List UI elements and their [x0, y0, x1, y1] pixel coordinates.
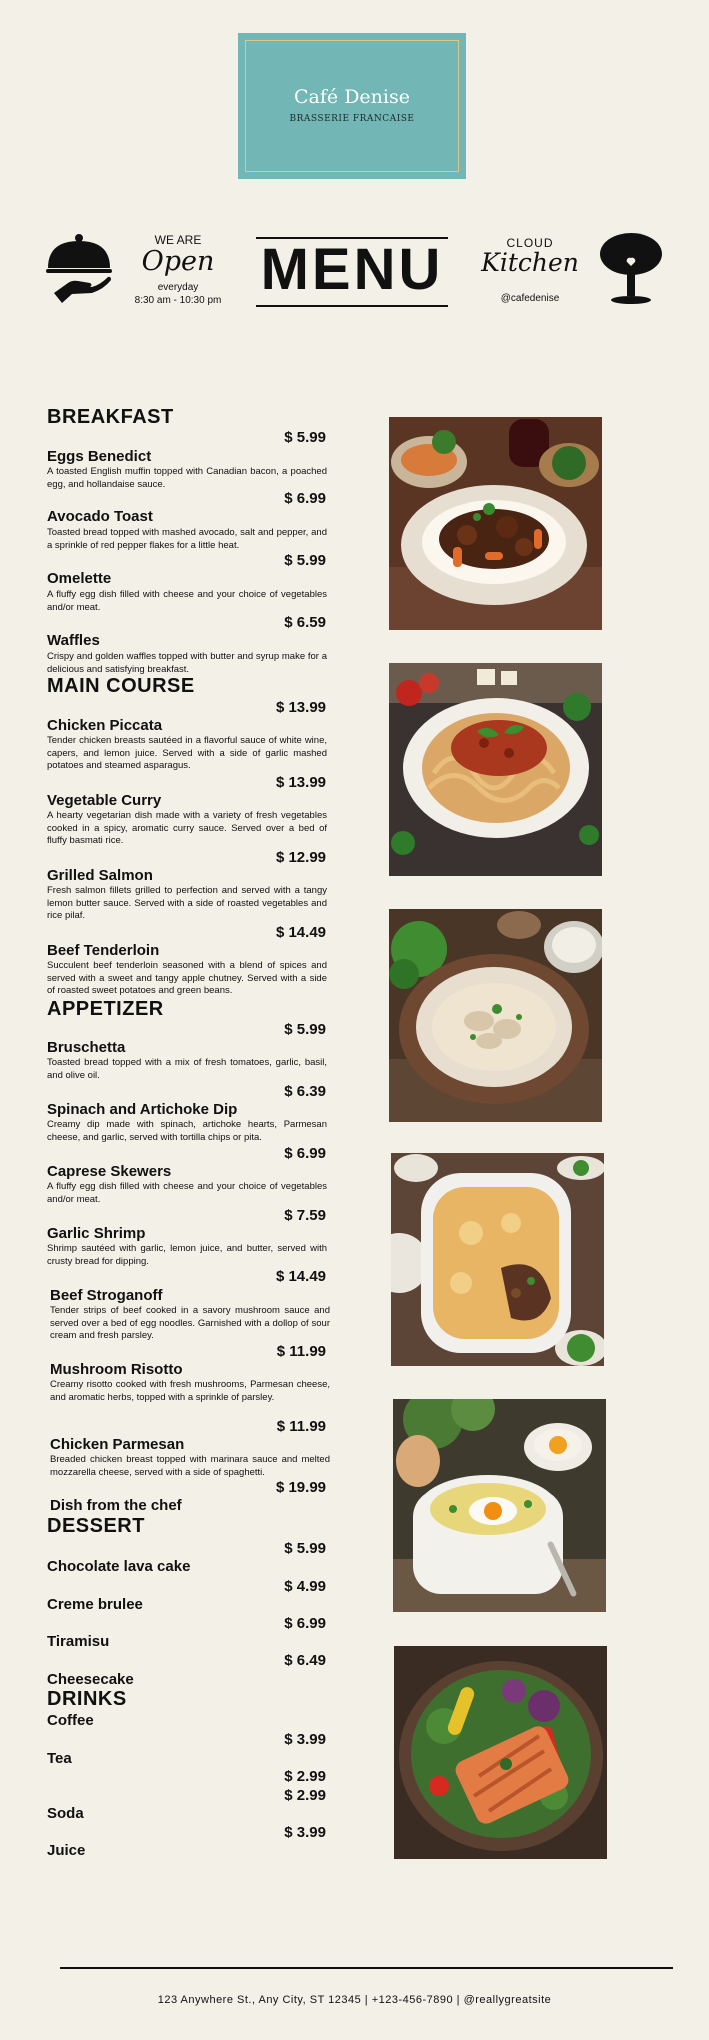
spaghetti-bolognese-photo — [389, 663, 602, 876]
item-price: $ 2.99 — [284, 1768, 326, 1785]
item-name: Chocolate lava cake — [47, 1558, 191, 1575]
tree-icon — [598, 232, 664, 306]
item-price: $ 6.39 — [284, 1083, 326, 1100]
item-price: $ 5.99 — [284, 429, 326, 446]
item-description: Fresh salmon fillets grilled to perfection and served with a tangy lemon butter sauce. Served with a side of roasted vegetables and rice pilaf. — [47, 885, 327, 921]
item-price: $ 5.99 — [284, 552, 326, 569]
item-description: Creamy risotto cooked with fresh mushrooms, Parmesan cheese, and aromatic herbs, topped with a sprinkle of parsley. — [50, 1379, 330, 1403]
item-description: A fluffy egg dish filled with cheese and your choice of vegetables and/or meat. — [47, 589, 327, 613]
item-price: $ 6.99 — [284, 1615, 326, 1632]
item-price: $ 11.99 — [276, 1418, 326, 1435]
item-description: Tender chicken breasts sautéed in a flavorful sauce of white wine, capers, and lemon juice. Served with a side of garlic mashed potatoes and steamed asparagus. — [47, 735, 327, 771]
item-description: Breaded chicken breast topped with marinara sauce and melted mozzarella cheese, served with a side of spaghetti. — [50, 1454, 330, 1478]
item-price: $ 6.59 — [284, 614, 326, 631]
item-name: Cheesecake — [47, 1671, 134, 1688]
item-name: Creme brulee — [47, 1596, 143, 1613]
item-name: Juice — [47, 1842, 86, 1859]
item-description: Toasted bread topped with a mix of fresh tomatoes, garlic, basil, and olive oil. — [47, 1057, 327, 1081]
section-title-breakfast: BREAKFAST — [47, 406, 174, 428]
kitchen-label: Kitchen — [481, 248, 579, 277]
item-description: A toasted English muffin topped with Canadian bacon, a poached egg, and hollandaise sauce. — [47, 466, 327, 490]
item-price: $ 5.99 — [284, 1540, 326, 1557]
cloche-hand-icon — [44, 233, 116, 305]
item-price: $ 3.99 — [284, 1824, 326, 1841]
item-price: $ 11.99 — [276, 1343, 326, 1360]
item-description: Succulent beef tenderloin seasoned with a blend of spices and served with a sweet and tangy apple chutney. Served with a side of roasted sweet potatoes and green beans. — [47, 960, 327, 996]
item-description: Tender strips of beef cooked in a savory mushroom sauce and served over a bed of egg noodles. Garnished with a dollop of sour cream and fresh parsley. — [50, 1305, 330, 1341]
beef-stew-photo — [389, 417, 602, 630]
section-title-appetizer: APPETIZER — [47, 998, 164, 1020]
item-name: Chicken Parmesan — [50, 1436, 185, 1453]
item-price: $ 7.59 — [284, 1207, 326, 1224]
item-price: $ 6.49 — [284, 1652, 326, 1669]
item-name: Chicken Piccata — [47, 717, 163, 734]
item-price: $ 3.99 — [284, 1731, 326, 1748]
item-description: Toasted bread topped with mashed avocado, salt and pepper, and a sprinkle of red pepper flakes for a little heat. — [47, 527, 327, 551]
item-name: Beef Tenderloin — [47, 942, 160, 959]
item-name: Spinach and Artichoke Dip — [47, 1101, 238, 1118]
item-price: $ 19.99 — [275, 1479, 326, 1496]
item-name: Coffee — [47, 1712, 94, 1729]
item-name: Omelette — [47, 570, 112, 587]
opening-hours: 8:30 am - 10:30 pm — [134, 295, 222, 306]
item-name: Garlic Shrimp — [47, 1225, 146, 1242]
item-price: $ 6.99 — [284, 1145, 326, 1162]
item-price: $ 4.99 — [284, 1578, 326, 1595]
item-description: Crispy and golden waffles topped with butter and syrup make for a delicious and satisfying breakfast. — [47, 651, 327, 675]
item-name: Bruschetta — [47, 1039, 126, 1056]
cloud-label: CLOUD — [506, 236, 554, 250]
shepherds-pie-photo — [391, 1153, 604, 1366]
item-description: A fluffy egg dish filled with cheese and your choice of vegetables and/or meat. — [47, 1181, 327, 1205]
item-price: $ 13.99 — [275, 699, 326, 716]
section-title-dessert: DESSERT — [47, 1515, 145, 1537]
logo-subtitle: BRASSERIE FRANCAISE — [289, 114, 415, 124]
item-name: Soda — [47, 1805, 84, 1822]
salmon-salad-photo — [394, 1646, 607, 1859]
item-name: Eggs Benedict — [47, 448, 152, 465]
item-name: Beef Stroganoff — [50, 1287, 163, 1304]
baked-egg-photo — [393, 1399, 606, 1612]
open-label: Open — [141, 246, 215, 277]
creamy-chicken-photo — [389, 909, 602, 1122]
logo-name: Café Denise — [294, 86, 410, 108]
item-price: $ 6.99 — [284, 490, 326, 507]
everyday-label: everyday — [157, 282, 199, 293]
item-price: $ 12.99 — [275, 849, 326, 866]
item-name: Dish from the chef — [50, 1497, 182, 1514]
item-description: A hearty vegetarian dish made with a variety of fresh vegetables cooked in a spicy, aromatic curry sauce. Served over a bed of fluffy basmati rice. — [47, 810, 327, 846]
menu-title: MENU — [260, 237, 444, 302]
item-name: Grilled Salmon — [47, 867, 153, 884]
item-description: Shrimp sautéed with garlic, lemon juice, and butter, served with crusty bread for dipping. — [47, 1243, 327, 1267]
section-title-drinks: DRINKS — [47, 1688, 127, 1710]
item-price: $ 14.49 — [275, 924, 326, 941]
item-name: Caprese Skewers — [47, 1163, 172, 1180]
item-name: Tiramisu — [47, 1633, 110, 1650]
item-name: Avocado Toast — [47, 508, 153, 525]
item-name: Mushroom Risotto — [50, 1361, 183, 1378]
item-name: Vegetable Curry — [47, 792, 162, 809]
section-title-main-course: MAIN COURSE — [47, 675, 195, 697]
item-price: $ 13.99 — [275, 774, 326, 791]
social-handle: @cafedenise — [500, 293, 560, 304]
item-description: Creamy dip made with spinach, artichoke hearts, Parmesan cheese, and garlic, served with tortilla chips or pita. — [47, 1119, 327, 1143]
cafe-logo — [238, 33, 466, 179]
menu-rule-bottom — [256, 305, 448, 307]
item-price: $ 14.49 — [275, 1268, 326, 1285]
item-name: Waffles — [47, 632, 100, 649]
footer-contact: 123 Anywhere St., Any City, ST 12345 | +123-456-7890 | @reallygreatsite — [157, 1994, 552, 2006]
footer-rule — [60, 1967, 673, 1969]
item-price: $ 5.99 — [284, 1021, 326, 1038]
we-are-label: WE ARE — [154, 233, 202, 247]
item-price: $ 2.99 — [284, 1787, 326, 1804]
item-name: Tea — [47, 1750, 72, 1767]
